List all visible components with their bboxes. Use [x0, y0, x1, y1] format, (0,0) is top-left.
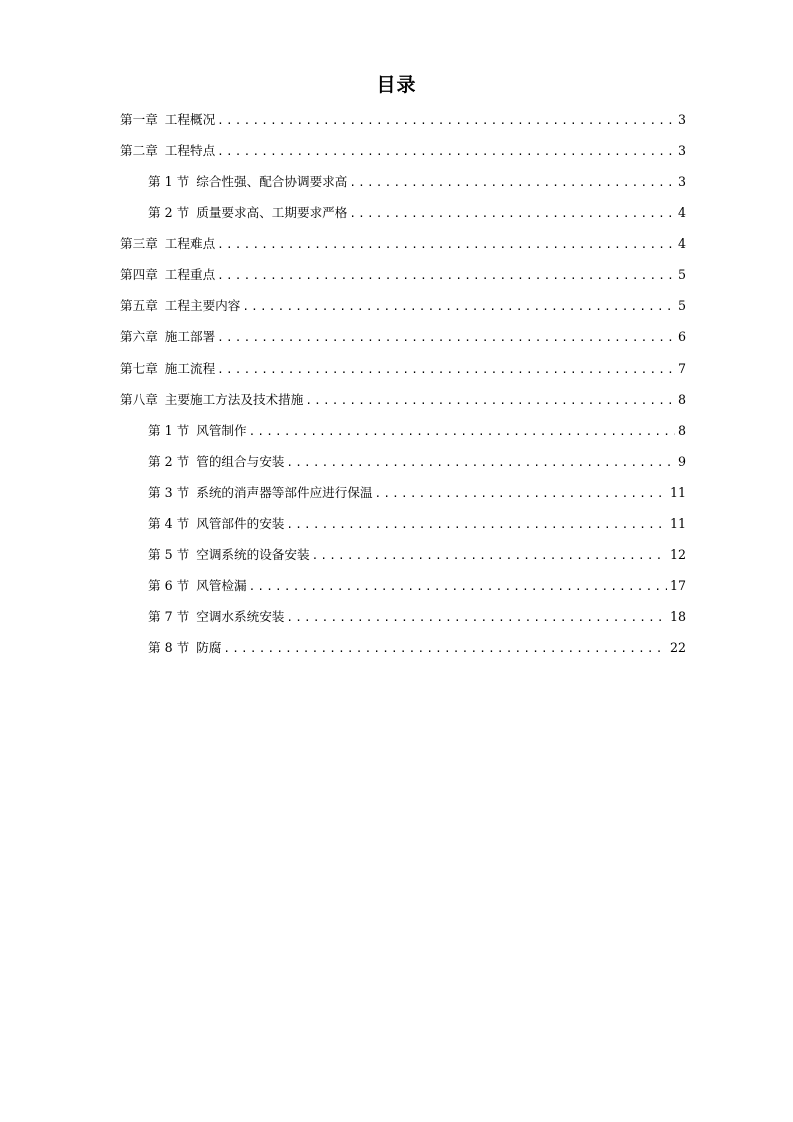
toc-entry-page: 5	[677, 298, 686, 314]
toc-entry-section-2-2[interactable]	[120, 202, 686, 233]
toc-entry-title: 主要施工方法及技术措施	[164, 391, 304, 407]
toc-entry-title: 系统的消声器等部件应进行保温	[196, 484, 373, 500]
toc-leader-dots	[223, 638, 667, 659]
toc-entry-section-8-5[interactable]	[120, 544, 686, 575]
toc-entry-page: 22	[669, 640, 686, 656]
toc-entry-chapter-1[interactable]	[120, 109, 686, 140]
toc-entry-number: 第 5 节	[148, 546, 190, 562]
toc-leader-dots	[286, 452, 675, 473]
toc-entry-section-2-1[interactable]	[120, 171, 686, 202]
toc-entry-title: 质量要求高、工期要求严格	[196, 205, 348, 221]
toc-entry-chapter-8[interactable]	[120, 389, 686, 420]
toc-entry-number: 第 4 节	[148, 515, 190, 531]
toc-entry-chapter-6[interactable]	[120, 326, 686, 357]
toc-entry-title: 空调水系统安装	[196, 609, 285, 624]
table-of-contents	[120, 109, 686, 668]
toc-entry-page: 8	[677, 422, 686, 438]
toc-entry-chapter-4[interactable]	[120, 264, 686, 295]
toc-leader-dots	[305, 390, 675, 411]
toc-leader-dots	[242, 296, 675, 317]
toc-entry-number: 第 2 节	[148, 453, 190, 469]
toc-leader-dots	[375, 483, 667, 504]
toc-entry-section-8-4[interactable]	[120, 513, 686, 544]
toc-entry-page: 9	[677, 453, 686, 469]
toc-leader-dots	[286, 514, 667, 535]
toc-entry-title: 空调系统的设备安装	[196, 546, 310, 562]
toc-entry-number: 第二章	[120, 143, 158, 159]
toc-entry-page: 7	[677, 360, 686, 376]
toc-entry-number: 第 3 节	[148, 484, 190, 500]
toc-entry-title: 管的组合与安装	[196, 453, 285, 469]
toc-leader-dots	[217, 141, 675, 162]
toc-entry-chapter-2[interactable]	[120, 140, 686, 171]
toc-entry-title: 工程重点	[164, 267, 216, 283]
toc-entry-number: 第 1 节	[148, 174, 190, 190]
toc-entry-number: 第四章	[120, 267, 158, 283]
toc-entry-section-8-7[interactable]	[120, 606, 686, 637]
toc-entry-page: 3	[677, 112, 686, 127]
toc-title: 目录	[376, 74, 417, 96]
toc-leader-dots	[217, 359, 675, 380]
toc-entry-section-8-2[interactable]	[120, 451, 686, 482]
toc-entry-chapter-5[interactable]	[120, 295, 686, 326]
toc-entry-number: 第 6 节	[148, 577, 190, 593]
toc-entry-number: 第 8 节	[148, 640, 190, 656]
toc-leader-dots	[217, 234, 675, 255]
toc-entry-title: 工程概况	[164, 112, 216, 127]
toc-entry-title: 施工部署	[164, 329, 216, 345]
toc-entry-section-8-6[interactable]	[120, 575, 686, 606]
toc-entry-page: 3	[677, 174, 686, 190]
toc-entry-number: 第一章	[120, 112, 158, 127]
toc-entry-section-8-8[interactable]	[120, 637, 686, 668]
toc-entry-chapter-7[interactable]	[120, 358, 686, 389]
toc-entry-page: 5	[677, 267, 686, 283]
toc-entry-number: 第 2 节	[148, 205, 190, 221]
toc-entry-page: 12	[669, 546, 686, 562]
toc-leader-dots	[349, 203, 675, 224]
toc-leader-dots	[249, 576, 667, 597]
toc-entry-page: 18	[669, 609, 686, 624]
toc-entry-section-8-1[interactable]	[120, 420, 686, 451]
toc-entry-page: 17	[669, 577, 686, 593]
toc-entry-number: 第 1 节	[148, 422, 190, 438]
toc-entry-title: 风管部件的安装	[196, 515, 285, 531]
toc-entry-number: 第 7 节	[148, 609, 190, 624]
toc-leader-dots	[217, 110, 675, 131]
toc-leader-dots	[312, 545, 667, 566]
toc-leader-dots	[217, 327, 675, 348]
toc-entry-page: 4	[677, 205, 686, 221]
toc-entry-title: 工程难点	[164, 236, 216, 252]
toc-entry-title: 防腐	[196, 640, 222, 656]
toc-leader-dots	[249, 421, 675, 442]
toc-entry-number: 第六章	[120, 329, 158, 345]
toc-leader-dots	[349, 172, 675, 193]
toc-entry-number: 第三章	[120, 236, 158, 252]
toc-entry-title: 风管检漏	[196, 577, 247, 593]
toc-entry-number: 第七章	[120, 360, 158, 376]
toc-entry-title: 综合性强、配合协调要求高	[196, 174, 348, 190]
toc-entry-title: 风管制作	[196, 422, 247, 438]
toc-entry-title: 施工流程	[164, 360, 216, 376]
toc-entry-chapter-3[interactable]	[120, 233, 686, 264]
toc-entry-page: 4	[677, 236, 686, 252]
toc-entry-page: 11	[669, 515, 686, 531]
toc-entry-section-8-3[interactable]	[120, 482, 686, 513]
toc-entry-page: 3	[677, 143, 686, 159]
toc-entry-page: 6	[677, 329, 686, 345]
toc-entry-title: 工程主要内容	[164, 298, 241, 314]
toc-entry-title: 工程特点	[164, 143, 216, 159]
toc-leader-dots	[217, 265, 675, 286]
toc-entry-page: 8	[677, 391, 686, 407]
toc-entry-page: 11	[669, 484, 686, 500]
toc-leader-dots	[286, 607, 667, 628]
toc-entry-number: 第五章	[120, 298, 158, 314]
toc-entry-number: 第八章	[120, 391, 158, 407]
